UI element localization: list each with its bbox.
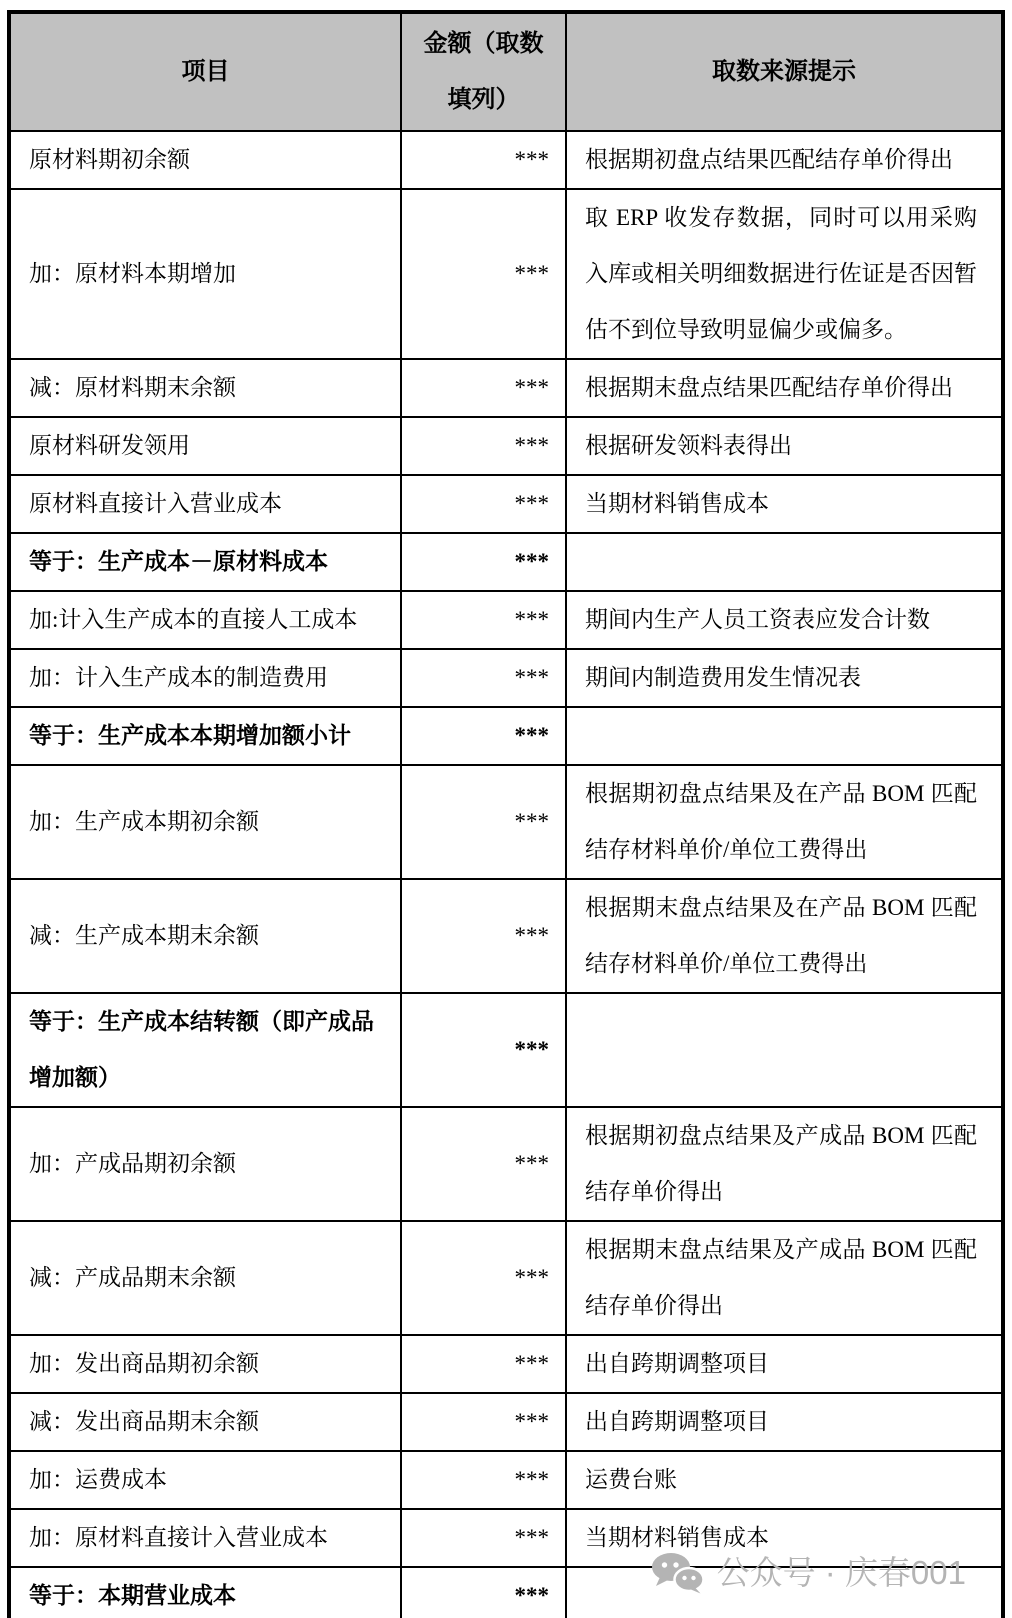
table-row xyxy=(9,533,1003,591)
hint-cell: 根据研发领料表得出 xyxy=(566,417,1003,475)
hint-cell: 根据期末盘点结果匹配结存单价得出 xyxy=(566,359,1003,417)
col-header-hint-label: 取数来源提示 xyxy=(712,59,856,85)
table-row xyxy=(9,189,1003,359)
table-row xyxy=(9,591,1003,649)
table-row xyxy=(9,1221,1003,1335)
table-row xyxy=(9,475,1003,533)
amount-cell: *** xyxy=(401,707,566,765)
amount-cell: *** xyxy=(401,993,566,1107)
amount-cell: *** xyxy=(401,1509,566,1567)
item-cell: 加：产成品期初余额 xyxy=(9,1107,401,1221)
item-cell: 等于：生产成本本期增加额小计 xyxy=(9,707,401,765)
amount-cell: *** xyxy=(401,591,566,649)
amount-cell: *** xyxy=(401,1451,566,1509)
hint-cell: 期间内生产人员工资表应发合计数 xyxy=(566,591,1003,649)
amount-cell: *** xyxy=(401,131,566,189)
hint-cell: 根据期初盘点结果及产成品 BOM 匹配结存单价得出 xyxy=(566,1107,1003,1221)
col-header-item xyxy=(9,12,401,131)
amount-cell: *** xyxy=(401,1335,566,1393)
table-row xyxy=(9,707,1003,765)
hint-cell: 取 ERP 收发存数据，同时可以用采购入库或相关明细数据进行佐证是否因暂估不到位导致明显偏少或偏多。 xyxy=(566,189,1003,359)
item-cell: 等于：生产成本－原材料成本 xyxy=(9,533,401,591)
amount-cell: *** xyxy=(401,475,566,533)
amount-cell: *** xyxy=(401,879,566,993)
col-header-hint xyxy=(566,12,1003,131)
table-row xyxy=(9,765,1003,879)
item-cell: 原材料直接计入营业成本 xyxy=(9,475,401,533)
hint-cell: 运费台账 xyxy=(566,1451,1003,1509)
table-row xyxy=(9,417,1003,475)
item-cell: 减：生产成本期末余额 xyxy=(9,879,401,993)
table-body xyxy=(9,131,1003,1618)
hint-cell xyxy=(566,993,1003,1107)
item-cell: 加：原材料直接计入营业成本 xyxy=(9,1509,401,1567)
watermark-label: 公众号 · 庆春001 xyxy=(716,1554,966,1591)
item-cell: 加：发出商品期初余额 xyxy=(9,1335,401,1393)
hint-cell: 出自跨期调整项目 xyxy=(566,1335,1003,1393)
hint-cell: 根据期末盘点结果及产成品 BOM 匹配结存单价得出 xyxy=(566,1221,1003,1335)
table-row xyxy=(9,1107,1003,1221)
hint-cell xyxy=(566,707,1003,765)
item-cell: 加：计入生产成本的制造费用 xyxy=(9,649,401,707)
table-row xyxy=(9,649,1003,707)
item-cell: 加:计入生产成本的直接人工成本 xyxy=(9,591,401,649)
wechat-icon xyxy=(651,1552,705,1594)
hint-cell: 根据期末盘点结果及在产品 BOM 匹配结存材料单价/单位工费得出 xyxy=(566,879,1003,993)
item-cell: 加：生产成本期初余额 xyxy=(9,765,401,879)
col-header-amount xyxy=(401,12,566,131)
amount-cell: *** xyxy=(401,1221,566,1335)
hint-cell xyxy=(566,533,1003,591)
amount-cell: *** xyxy=(401,1567,566,1618)
item-cell: 减：产成品期末余额 xyxy=(9,1221,401,1335)
amount-cell: *** xyxy=(401,1107,566,1221)
hint-cell: 根据期初盘点结果匹配结存单价得出 xyxy=(566,131,1003,189)
hint-cell: 当期材料销售成本 xyxy=(566,475,1003,533)
table-row xyxy=(9,1393,1003,1451)
header-row xyxy=(9,12,1003,131)
col-header-item-label: 项目 xyxy=(181,59,230,85)
amount-cell: *** xyxy=(401,417,566,475)
table-row xyxy=(9,993,1003,1107)
amount-cell: *** xyxy=(401,533,566,591)
item-cell: 加：运费成本 xyxy=(9,1451,401,1509)
hint-cell: 当期材料销售成本 xyxy=(566,1509,1003,1567)
amount-cell: *** xyxy=(401,649,566,707)
amount-cell: *** xyxy=(401,1393,566,1451)
item-cell: 等于：生产成本结转额（即产成品增加额） xyxy=(9,993,401,1107)
table-row xyxy=(9,1451,1003,1509)
table-row xyxy=(9,1335,1003,1393)
item-cell: 加：原材料本期增加 xyxy=(9,189,401,359)
table-row xyxy=(9,131,1003,189)
item-cell: 减：发出商品期末余额 xyxy=(9,1393,401,1451)
amount-cell: *** xyxy=(401,765,566,879)
watermark xyxy=(651,1552,966,1594)
table-row xyxy=(9,359,1003,417)
hint-cell: 期间内制造费用发生情况表 xyxy=(566,649,1003,707)
item-cell: 减：原材料期末余额 xyxy=(9,359,401,417)
amount-cell: *** xyxy=(401,359,566,417)
hint-cell: 出自跨期调整项目 xyxy=(566,1393,1003,1451)
hint-cell: 根据期初盘点结果及在产品 BOM 匹配结存材料单价/单位工费得出 xyxy=(566,765,1003,879)
item-cell: 原材料期初余额 xyxy=(9,131,401,189)
table-row xyxy=(9,879,1003,993)
item-cell: 原材料研发领用 xyxy=(9,417,401,475)
col-header-amount-label: 金额（取数填列） xyxy=(423,31,544,113)
item-cell: 等于：本期营业成本 xyxy=(9,1567,401,1618)
amount-cell: *** xyxy=(401,189,566,359)
cost-table xyxy=(7,10,1005,1618)
